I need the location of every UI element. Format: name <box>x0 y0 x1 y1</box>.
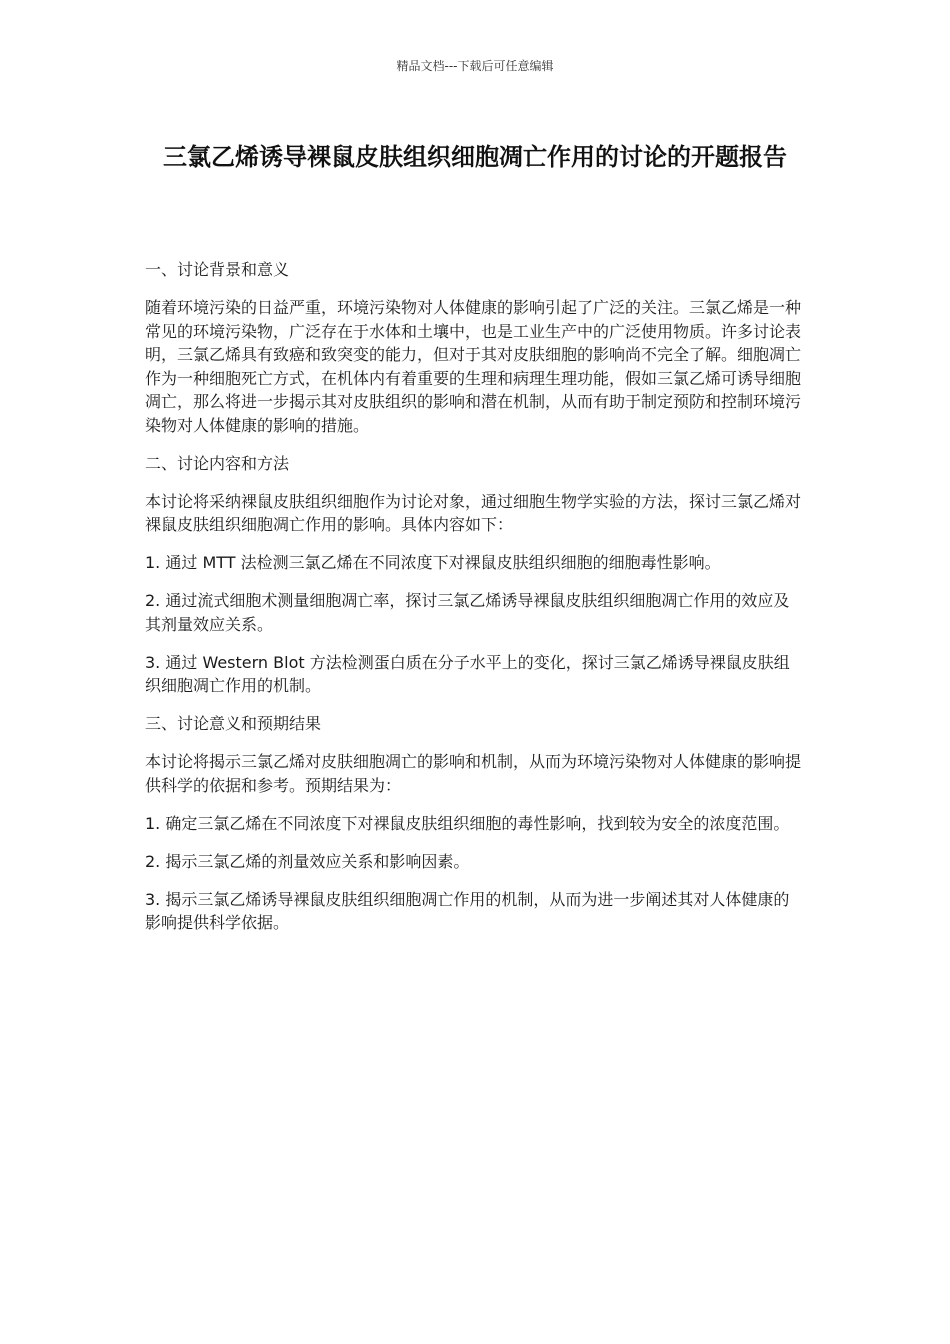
paragraph: 随着环境污染的日益严重，环境污染物对人体健康的影响引起了广泛的关注。三氯乙烯是一种常见的环境污染物，广泛存在于水体和土壤中，也是工业生产中的广泛使用物质。许多讨论表明，三氯乙烯具有致癌和致突变的能力，但对于其对皮肤细胞的影响尚不完全了解。细胞凋亡作为一种细胞死亡方式，在机体内有着重要的生理和病理生理功能，假如三氯乙烯可诱导细胞凋亡，那么将进一步揭示其对皮肤组织的影响和潜在机制，从而有助于制定预防和控制环境污染物对人体健康的影响的措施。 <box>145 298 802 435</box>
section-heading: 三、讨论意义和预期结果 <box>145 714 322 733</box>
list-item: 2. 揭示三氯乙烯的剂量效应关系和影响因素。 <box>145 851 470 871</box>
page-header: 精品文档---下载后可任意编辑 <box>396 59 554 73</box>
list-item: 1. 通过 MTT 法检测三氯乙烯在不同浓度下对裸鼠皮肤组织细胞的细胞毒性影响。 <box>145 553 721 572</box>
document-title: 三氯乙烯诱导裸鼠皮肤组织细胞凋亡作用的讨论的开题报告 <box>163 143 787 171</box>
document-body <box>145 258 805 949</box>
list-item: 3. 通过 Western Blot 方法检测蛋白质在分子水平上的变化，探讨三氯乙烯诱导裸鼠皮肤组织细胞凋亡作用的机制。 <box>145 652 790 695</box>
paragraph: 本讨论将揭示三氯乙烯对皮肤细胞凋亡的影响和机制，从而为环境污染物对人体健康的影响提供科学的依据和参考。预期结果为： <box>145 752 802 795</box>
list-item: 1. 确定三氯乙烯在不同浓度下对裸鼠皮肤组织细胞的毒性影响，找到较为安全的浓度范围。 <box>145 813 790 833</box>
section-heading: 一、讨论背景和意义 <box>145 260 290 279</box>
paragraph: 本讨论将采纳裸鼠皮肤组织细胞作为讨论对象，通过细胞生物学实验的方法，探讨三氯乙烯对裸鼠皮肤组织细胞凋亡作用的影响。具体内容如下： <box>145 491 802 534</box>
section-heading: 二、讨论内容和方法 <box>145 453 290 473</box>
list-item: 2. 通过流式细胞术测量细胞凋亡率，探讨三氯乙烯诱导裸鼠皮肤组织细胞凋亡作用的效应及其剂量效应关系。 <box>145 591 790 634</box>
list-item: 3. 揭示三氯乙烯诱导裸鼠皮肤组织细胞凋亡作用的机制，从而为进一步阐述其对人体健康的影响提供科学依据。 <box>145 889 790 932</box>
